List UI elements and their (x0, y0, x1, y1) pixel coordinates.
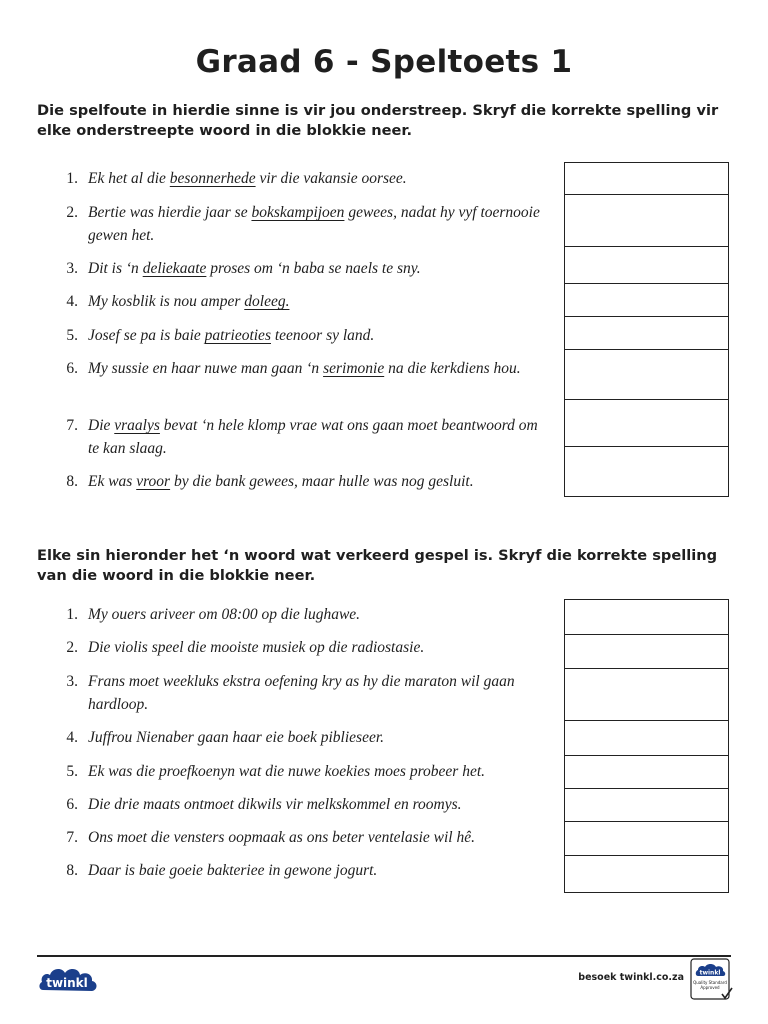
s2-question-3 (56, 670, 546, 716)
answer-box-8[interactable] (564, 446, 729, 497)
question-number: 2. (66, 204, 78, 221)
logo-text: twinkl (46, 976, 88, 990)
question-text: Bertie was hierdie jaar se (88, 204, 252, 221)
question-text: My sussie en haar nuwe man gaan ‘n (88, 360, 324, 377)
s2-question-4 (56, 726, 546, 749)
s2-question-6 (56, 793, 546, 816)
footer-divider (37, 955, 731, 957)
question-text: Frans moet weekluks ekstra oefening kry as hy die maraton wil gaan hardloop. (88, 673, 515, 713)
question-number: 8. (66, 473, 78, 490)
s2-question-2 (56, 636, 546, 659)
question-text: Die violis speel die mooiste musiek op die radiostasie. (88, 639, 425, 656)
question-number: 3. (66, 260, 78, 277)
s2-question-8 (56, 859, 546, 882)
question-text: My ouers ariveer om 08:00 op die lughawe. (88, 606, 361, 623)
s1-question-8 (56, 470, 546, 493)
answer-box-7[interactable] (564, 399, 729, 448)
page-title: Graad 6 - Speltoets 1 (195, 44, 573, 80)
question-text: na die kerkdiens hou. (384, 360, 521, 377)
question-number: 6. (66, 796, 78, 813)
answer-box-s2-1[interactable] (564, 599, 729, 636)
question-number: 2. (66, 639, 78, 656)
question-number: 1. (66, 606, 78, 623)
question-text: vir die vakansie oorsee. (255, 170, 407, 187)
answer-box-s2-4[interactable] (564, 720, 729, 757)
underlined-word: vroor (136, 473, 171, 490)
underlined-word: serimonie (323, 360, 385, 377)
question-number: 7. (66, 417, 78, 434)
question-text: Josef se pa is baie (88, 327, 205, 344)
answer-box-3[interactable] (564, 246, 729, 285)
question-number: 5. (66, 327, 78, 344)
question-text: Dit is ‘n (88, 260, 143, 277)
answer-box-1[interactable] (564, 162, 729, 196)
question-text: bevat ‘n hele klomp vrae wat ons gaan moet beantwoord om te kan slaag. (88, 417, 538, 457)
answer-box-5[interactable] (564, 316, 729, 351)
answer-box-2[interactable] (564, 194, 729, 248)
question-number: 4. (66, 293, 78, 310)
question-text: proses om ‘n baba se naels te sny. (206, 260, 421, 277)
answer-box-s2-6[interactable] (564, 788, 729, 823)
answer-box-6[interactable] (564, 349, 729, 401)
underlined-word: doleeg. (244, 293, 290, 310)
question-number: 7. (66, 829, 78, 846)
s1-question-1 (56, 167, 546, 190)
underlined-word: besonnerhede (169, 170, 256, 187)
s1-question-3 (56, 257, 546, 280)
question-text: Ons moet die vensters oopmaak as ons beter ventelasie wil hê. (88, 829, 475, 846)
answer-box-s2-2[interactable] (564, 634, 729, 670)
visit-link[interactable]: besoek twinkl.co.za (578, 972, 684, 983)
badge-brand: twinkl (699, 969, 721, 977)
s1-question-5 (56, 324, 546, 347)
question-text: My kosblik is nou amper (88, 293, 245, 310)
s2-question-5 (56, 760, 546, 783)
underlined-word: vraalys (114, 417, 160, 434)
question-text: Ek was (88, 473, 137, 490)
s2-question-1 (56, 603, 546, 626)
question-number: 6. (66, 360, 78, 377)
question-text: Daar is baie goeie bakteriee in gewone jogurt. (88, 862, 378, 879)
badge-text: Quality Standard Approved (693, 980, 727, 990)
question-number: 4. (66, 729, 78, 746)
s1-question-6 (56, 357, 546, 380)
underlined-word: patrieoties (204, 327, 271, 344)
question-text: Ek het al die (88, 170, 170, 187)
twinkl-logo (37, 962, 99, 998)
s1-question-7 (56, 414, 546, 460)
s1-question-4 (56, 290, 546, 313)
underlined-word: deliekaate (142, 260, 207, 277)
s1-question-2 (56, 201, 546, 247)
question-number: 3. (66, 673, 78, 690)
question-text: Die (88, 417, 115, 434)
question-text: Ek was die proefkoenyn wat die nuwe koekies moes probeer het. (88, 763, 486, 780)
question-number: 1. (66, 170, 78, 187)
question-number: 8. (66, 862, 78, 879)
question-text: by die bank gewees, maar hulle was nog gesluit. (170, 473, 474, 490)
quality-standard-badge (690, 958, 734, 1002)
question-text: gewees, nadat hy vyf toernooie gewen het. (88, 204, 540, 244)
section2-instruction: Elke sin hieronder het ‘n woord wat verkeerd gespel is. Skryf die korrekte spelling van die woord in die blokkie neer. (37, 547, 718, 584)
answer-box-s2-5[interactable] (564, 755, 729, 790)
answer-box-s2-7[interactable] (564, 821, 729, 857)
s2-question-7 (56, 826, 546, 849)
section1-instruction: Die spelfoute in hierdie sinne is vir jou onderstreep. Skryf die korrekte spelling vir elke onderstreepte woord in die blokkie neer. (37, 102, 719, 139)
question-text: Die drie maats ontmoet dikwils vir melkskommel en roomys. (88, 796, 462, 813)
underlined-word: bokskampijoen (251, 204, 345, 221)
question-text: teenoor sy land. (270, 327, 375, 344)
answer-box-s2-3[interactable] (564, 668, 729, 722)
answer-box-4[interactable] (564, 283, 729, 318)
question-text: Juffrou Nienaber gaan haar eie boek piblieseer. (88, 729, 385, 746)
question-number: 5. (66, 763, 78, 780)
answer-box-s2-8[interactable] (564, 855, 729, 893)
